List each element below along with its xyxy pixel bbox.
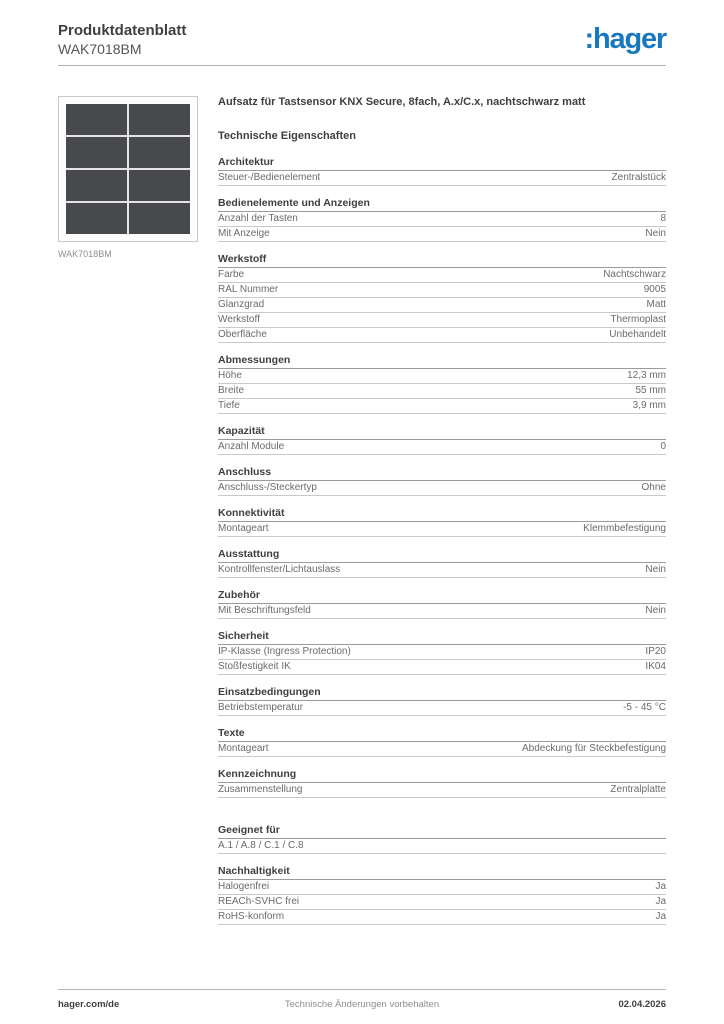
footer-website-link[interactable]: hager.com/de xyxy=(58,999,120,1010)
hager-logo-text: hager xyxy=(593,23,666,55)
spec-row-label: Mit Anzeige xyxy=(218,228,270,239)
spec-row-label: Farbe xyxy=(218,269,245,280)
spec-row xyxy=(218,268,666,283)
spec-section-title: Ausstattung xyxy=(218,548,666,563)
spec-row-value: Zentralstück xyxy=(611,172,666,183)
spec-row-label: Anzahl der Tasten xyxy=(218,213,298,224)
spec-row xyxy=(218,298,666,313)
spec-sections xyxy=(218,156,666,925)
spec-row-label: Breite xyxy=(218,385,245,396)
spec-section xyxy=(218,507,666,537)
spec-row-label: Kontrollfenster/Lichtauslass xyxy=(218,564,341,575)
spec-section-title: Konnektivität xyxy=(218,507,666,522)
spec-row xyxy=(218,660,666,675)
page-footer xyxy=(58,989,666,1010)
spec-section xyxy=(218,197,666,242)
spec-row xyxy=(218,522,666,537)
hager-logo-colon: : xyxy=(584,23,594,55)
spec-section-title: Sicherheit xyxy=(218,630,666,645)
spec-row-label: REACh-SVHC frei xyxy=(218,896,300,907)
spec-row xyxy=(218,369,666,384)
product-key-cell xyxy=(66,104,127,135)
spec-row-value: Klemmbefestigung xyxy=(583,523,666,534)
spec-row-value: Nein xyxy=(645,564,666,575)
spec-row-label: Tiefe xyxy=(218,400,240,411)
product-key-cell xyxy=(129,104,190,135)
spec-row-value: 0 xyxy=(660,441,666,452)
spec-row-label: RAL Nummer xyxy=(218,284,279,295)
product-key-cell xyxy=(129,170,190,201)
spec-row-label: Montageart xyxy=(218,523,269,534)
spec-row-label: Werkstoff xyxy=(218,314,260,325)
spec-section-title: Einsatzbedingungen xyxy=(218,686,666,701)
spec-row xyxy=(218,910,666,925)
spec-section xyxy=(218,253,666,343)
spec-row-label: A.1 / A.8 / C.1 / C.8 xyxy=(218,840,304,851)
spec-section-title: Abmessungen xyxy=(218,354,666,369)
doc-type-title: Produktdatenblatt xyxy=(58,22,187,39)
spec-row-label: Glanzgrad xyxy=(218,299,265,310)
spec-row-label: Halogenfrei xyxy=(218,881,270,892)
spec-row-value: IP20 xyxy=(645,646,666,657)
doc-title-block xyxy=(58,22,186,58)
spec-row-value: Matt xyxy=(646,299,666,310)
spec-section xyxy=(218,630,666,675)
spec-row xyxy=(218,399,666,414)
spec-row-value: 12,3 mm xyxy=(627,370,666,381)
product-key-cell xyxy=(66,170,127,201)
spec-row-value: Nein xyxy=(645,605,666,616)
product-key-cell xyxy=(66,203,127,234)
spec-row-label: Montageart xyxy=(218,743,269,754)
spec-section-title: Nachhaltigkeit xyxy=(218,865,666,880)
spec-row xyxy=(218,481,666,496)
spec-row xyxy=(218,604,666,619)
spec-row xyxy=(218,171,666,186)
spec-row-value: Ja xyxy=(655,896,666,907)
spec-section-title: Kennzeichnung xyxy=(218,768,666,783)
spec-section-title: Kapazität xyxy=(218,425,666,440)
spec-section-title: Geeignet für xyxy=(218,824,666,839)
spec-section xyxy=(218,727,666,757)
spec-row xyxy=(218,313,666,328)
spec-column xyxy=(218,96,666,925)
spec-row-label: Anzahl Module xyxy=(218,441,285,452)
spec-row-value: Nein xyxy=(645,228,666,239)
spec-section xyxy=(218,466,666,496)
spec-row-value: 8 xyxy=(660,213,666,224)
spec-row-value: Thermoplast xyxy=(610,314,666,325)
spec-section-title: Zubehör xyxy=(218,589,666,604)
spec-row-value: 9005 xyxy=(643,284,666,295)
spec-row-value: Abdeckung für Steckbefestigung xyxy=(522,743,666,754)
spec-row-label: Mit Beschriftungsfeld xyxy=(218,605,311,616)
spec-section xyxy=(218,425,666,455)
spec-row-label: Zusammenstellung xyxy=(218,784,303,795)
spec-row xyxy=(218,227,666,242)
spec-row xyxy=(218,839,666,854)
spec-section-title: Texte xyxy=(218,727,666,742)
spec-row xyxy=(218,563,666,578)
product-reference: WAK7018BM xyxy=(58,41,142,57)
spec-row-value: -5 - 45 °C xyxy=(623,702,666,713)
spec-row-label: Stoßfestigkeit IK xyxy=(218,661,291,672)
product-key-cell xyxy=(129,137,190,168)
spec-row-value: IK04 xyxy=(645,661,666,672)
spec-row-value: 3,9 mm xyxy=(632,400,666,411)
spec-row-value: Nachtschwarz xyxy=(603,269,666,280)
spec-row-label: Höhe xyxy=(218,370,242,381)
spec-section xyxy=(218,354,666,414)
spec-section-title: Architektur xyxy=(218,156,666,171)
spec-row xyxy=(218,742,666,757)
spec-section-title: Werkstoff xyxy=(218,253,666,268)
main-content xyxy=(0,66,724,925)
spec-row-value: Zentralplatte xyxy=(610,784,666,795)
product-key-cell xyxy=(129,203,190,234)
spec-row xyxy=(218,895,666,910)
spec-row-label: Anschluss-/Steckertyp xyxy=(218,482,317,493)
spec-section xyxy=(218,548,666,578)
spec-row xyxy=(218,328,666,343)
spec-row xyxy=(218,783,666,798)
spec-section xyxy=(218,589,666,619)
spec-row-label: Betriebstemperatur xyxy=(218,702,304,713)
spec-row-label: RoHS-konform xyxy=(218,911,285,922)
spec-row-value: 55 mm xyxy=(635,385,666,396)
specs-heading: Technische Eigenschaften xyxy=(218,130,356,142)
product-key-cell xyxy=(66,137,127,168)
product-image-caption: WAK7018BM xyxy=(58,249,112,259)
spec-section xyxy=(218,865,666,925)
product-image xyxy=(58,96,198,242)
spec-row xyxy=(218,283,666,298)
spec-row xyxy=(218,880,666,895)
spec-section xyxy=(218,156,666,186)
spec-row xyxy=(218,440,666,455)
spec-row-label: Oberfläche xyxy=(218,329,267,340)
spec-row-value: Ja xyxy=(655,911,666,922)
spec-row xyxy=(218,701,666,716)
spec-row-value: Ohne xyxy=(641,482,666,493)
spec-row xyxy=(218,384,666,399)
spec-row-value: Ja xyxy=(655,881,666,892)
hager-logo xyxy=(584,23,666,55)
spec-row-value: Unbehandelt xyxy=(609,329,666,340)
spec-section xyxy=(218,686,666,716)
spec-section-title: Anschluss xyxy=(218,466,666,481)
spec-row-label: IP-Klasse (Ingress Protection) xyxy=(218,646,351,657)
product-image-grid xyxy=(66,104,190,234)
product-title: Aufsatz für Tastsensor KNX Secure, 8fach, A.x/C.x, nachtschwarz matt xyxy=(218,96,586,108)
spec-row xyxy=(218,212,666,227)
spec-row xyxy=(218,645,666,660)
spec-section xyxy=(218,824,666,854)
page-header xyxy=(0,0,724,58)
footer-disclaimer: Technische Änderungen vorbehalten xyxy=(284,999,440,1010)
footer-date: 02.04.2026 xyxy=(618,999,666,1010)
spec-section-title: Bedienelemente und Anzeigen xyxy=(218,197,666,212)
spec-section xyxy=(218,768,666,798)
spec-row-label: Steuer-/Bedienelement xyxy=(218,172,321,183)
product-figure-column xyxy=(58,96,198,925)
